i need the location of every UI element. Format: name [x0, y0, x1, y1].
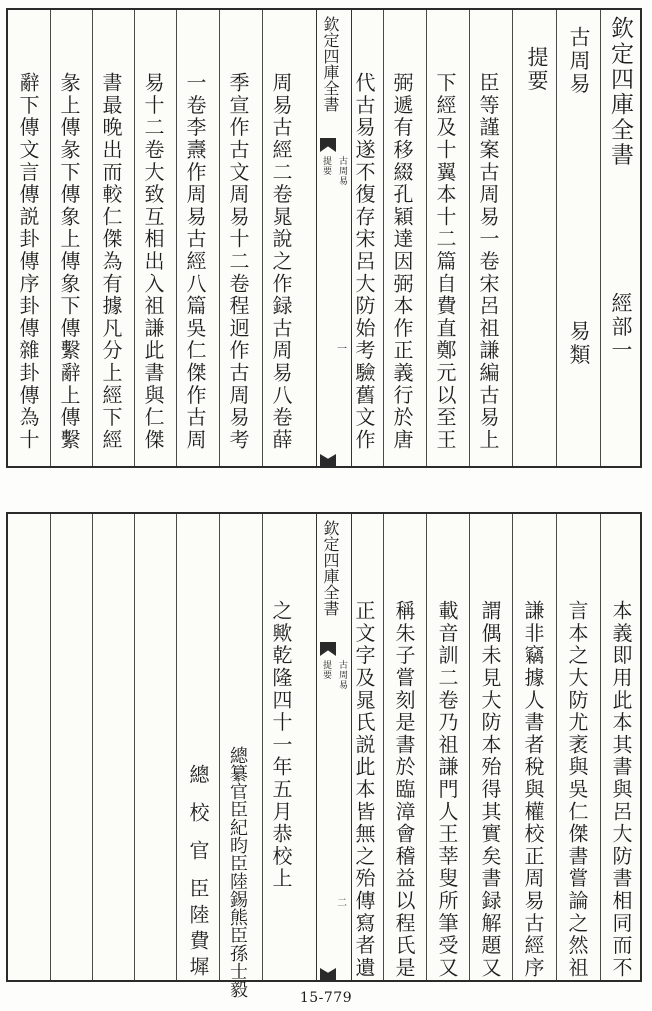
text-column: 言本之大防尤袤與吳仁傑書嘗論之然祖 [565, 600, 589, 980]
category-label: 易類 [567, 320, 591, 367]
text-column: 周易古經二卷晁說之作録古周易八卷薛 [269, 72, 293, 452]
column-rule [469, 10, 470, 466]
book-title: 欽定四庫全書 [607, 16, 633, 168]
column-rule [50, 514, 51, 980]
banner-title: 欽定四庫全書 [321, 520, 340, 616]
proofreader-name: 臣陸費墀 [186, 878, 210, 982]
text-column: 謙非竊據人書者稅與權校正周易古經序 [521, 600, 545, 980]
upper-page [6, 8, 642, 468]
column-rule [219, 10, 220, 466]
banner-work-title: 古周易 [337, 660, 347, 690]
column-rule [262, 514, 263, 980]
banner-page-number: 二 [337, 898, 347, 909]
column-rule [556, 514, 557, 980]
text-column: 易十二卷大致互相出入祖謙此書與仁傑 [141, 72, 165, 452]
banner-title: 欽定四庫全書 [321, 16, 340, 112]
fish-tail-mark [320, 642, 336, 656]
column-rule [176, 514, 177, 980]
column-rule [134, 10, 135, 466]
text-column: 書最晚出而較仁傑為有據凡分上經下經 [99, 72, 123, 452]
column-rule [426, 10, 427, 466]
text-column: 一卷李燾作周易古經八篇吳仁傑作古周 [183, 72, 207, 452]
banner-abstract: 提要 [321, 660, 331, 680]
column-rule [262, 10, 263, 466]
text-column: 謂偶未見大防本殆得其實矣書録解題又 [478, 600, 502, 980]
column-rule [383, 10, 384, 466]
column-rule [600, 514, 601, 980]
text-column: 之歟乾隆四十一年五月恭校上 [269, 600, 293, 890]
center-banner [316, 10, 352, 466]
text-column: 下經及十翼本十二篇自費直鄭元以至王 [433, 72, 457, 452]
text-column: 臣等謹案古周易一卷宋呂祖謙編古易上 [476, 72, 500, 452]
column-rule [512, 10, 513, 466]
column-rule [50, 10, 51, 466]
column-rule [176, 10, 177, 466]
text-column: 代古易遂不復存宋呂大防始考驗舊文作 [352, 72, 376, 452]
column-rule [469, 514, 470, 980]
column-rule [219, 514, 220, 980]
compilers-line: 總纂官臣紀昀臣陸錫熊臣孫士毅 [227, 746, 248, 998]
text-column: 辭下傳文言傳説卦傳序卦傳雜卦傳為十 [16, 72, 40, 452]
proofreader-label: 總校官 [186, 764, 210, 878]
fish-tail-mark [320, 968, 336, 980]
abstract-heading: 提要 [525, 46, 549, 93]
text-column: 稱朱子嘗刻是書於臨漳會稽益以程氏是 [392, 600, 416, 980]
work-title: 古周易 [567, 26, 591, 96]
banner-abstract: 提要 [321, 156, 331, 176]
column-rule [556, 10, 557, 466]
column-rule [92, 514, 93, 980]
page-number: 15-779 [299, 990, 353, 1006]
text-column: 弼遞有移綴孔穎達因弼本作正義行於唐 [390, 72, 414, 452]
text-column: 彖上傳彖下傳象上傳象下傳繫辭上傳繫 [57, 72, 81, 452]
text-column: 季宣作古文周易十二卷程迥作古周易考 [226, 72, 250, 452]
column-rule [92, 10, 93, 466]
banner-work-title: 古周易 [337, 156, 347, 186]
column-rule [600, 10, 601, 466]
section-label: 經部一 [609, 292, 633, 362]
fish-tail-mark [320, 454, 336, 466]
column-rule [426, 514, 427, 980]
text-column: 本義即用此本其書與呂大防書相同而不 [609, 600, 633, 980]
center-banner [316, 514, 352, 980]
text-column: 正文字及晁氏説此本皆無之殆傳寫者遺 [352, 600, 376, 980]
text-column: 載音訓二卷乃祖謙門人王莘叟所筆受又 [435, 600, 459, 980]
column-rule [134, 514, 135, 980]
fish-tail-mark [320, 138, 336, 152]
column-rule [383, 514, 384, 980]
banner-page-number: 一 [337, 344, 347, 355]
column-rule [512, 514, 513, 980]
